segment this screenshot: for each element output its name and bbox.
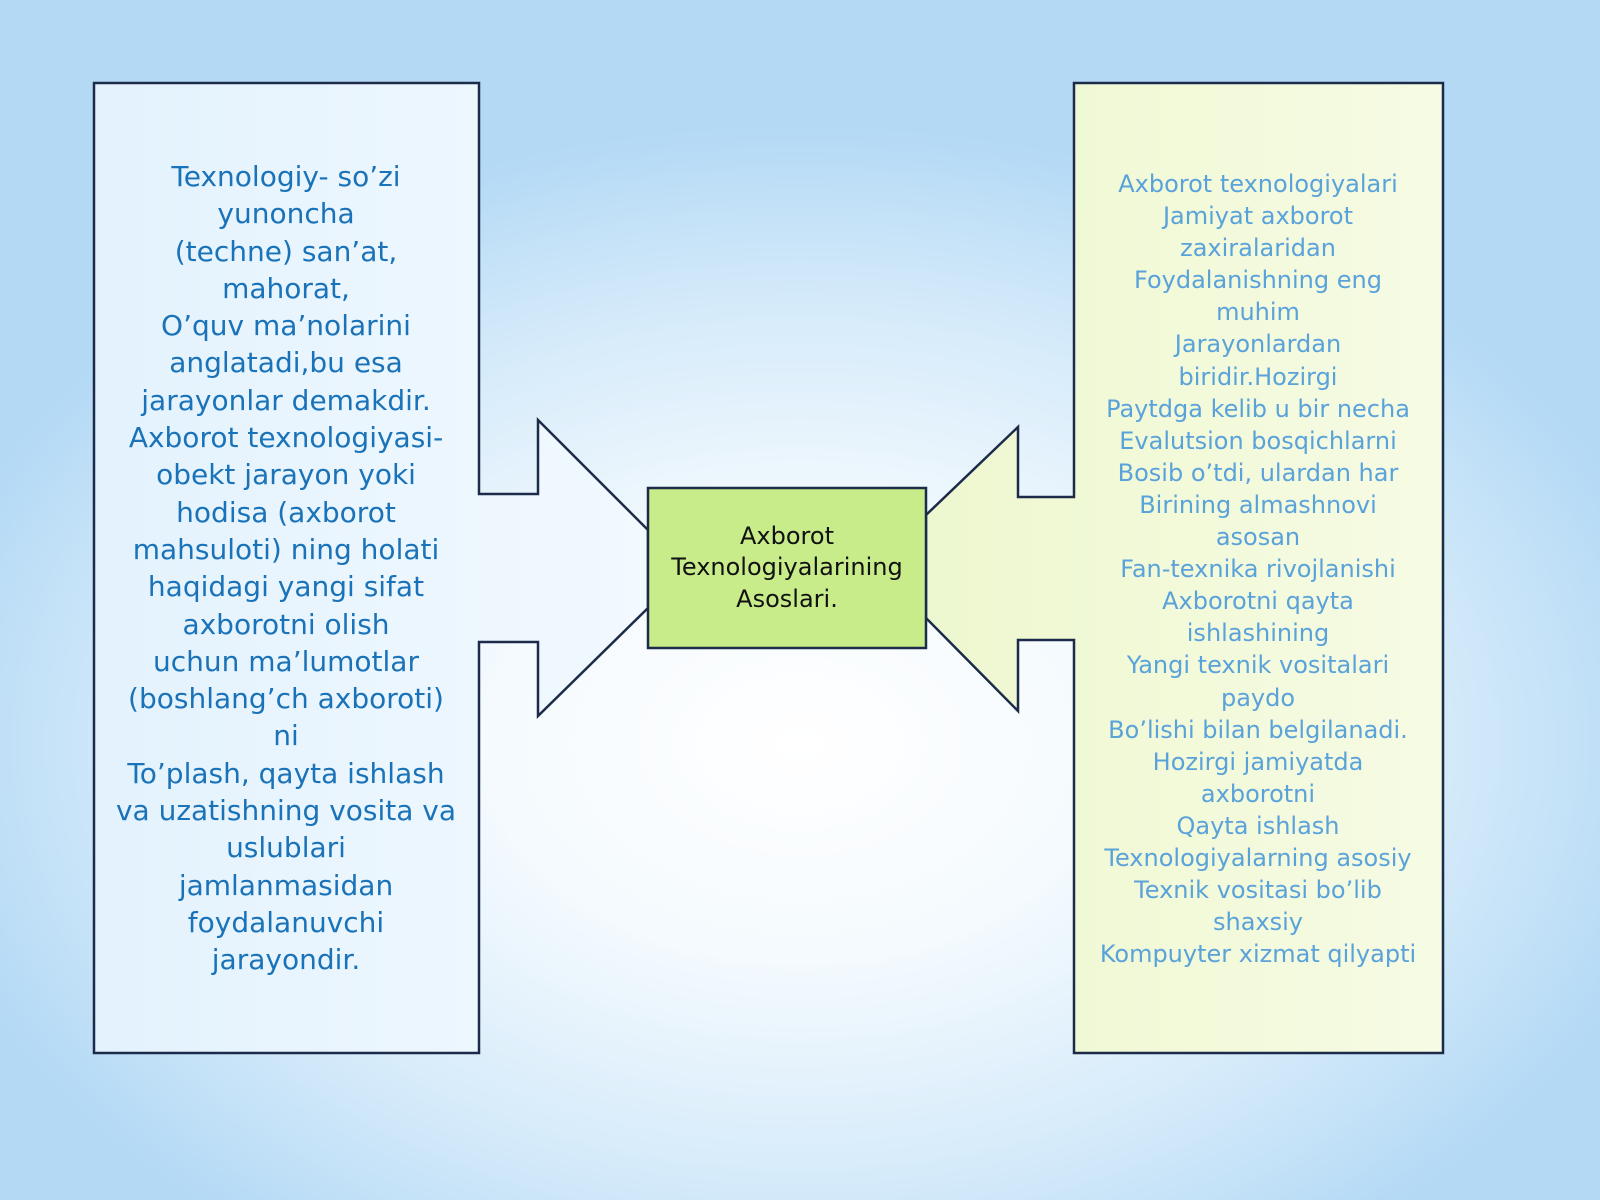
left-box-line: mahsuloti) ning holati — [132, 532, 440, 566]
right-box-line: Kompuyter xizmat qilyapti — [1099, 940, 1417, 969]
right-box-line: Paytdga kelib u bir necha — [1106, 394, 1410, 423]
right-box-line: Fan-texnika rivojlanishi — [1120, 555, 1396, 584]
left-box-line: jamlanmasidan — [178, 868, 394, 902]
center-title-line: Texnologiyalarining — [671, 553, 903, 582]
left-box-line: (techne) san’at, — [174, 234, 398, 268]
left-box-line: hodisa (axborot — [176, 495, 396, 529]
right-box-line: asosan — [1215, 523, 1301, 552]
right-box-line: Texnik vositasi bo’lib — [1134, 876, 1382, 905]
left-box-line: Axborot texnologiyasi- — [128, 421, 444, 455]
left-box-line: foydalanuvchi — [187, 905, 385, 939]
right-box-line: axborotni — [1200, 779, 1316, 808]
left-box-line: anglatadi,bu esa — [169, 346, 403, 380]
right-box-line: zaxiralaridan — [1180, 234, 1336, 263]
center-title-line: Asoslari. — [736, 584, 838, 613]
right-box-line: paydo — [1220, 683, 1296, 712]
right-box-line: Evalutsion bosqichlarni — [1119, 426, 1397, 455]
left-box-line: obekt jarayon yoki — [156, 458, 416, 492]
right-box-line: Bosib o’tdi, ulardan har — [1117, 458, 1399, 487]
right-box-line: Foydalanishning eng — [1134, 266, 1382, 295]
right-box-line: Qayta ishlash — [1176, 811, 1340, 840]
center-title-line: Axborot — [740, 521, 834, 550]
left-box-line: yunoncha — [217, 197, 355, 231]
center-box-title — [650, 490, 924, 646]
right-box-line: Birining almashnovi — [1139, 490, 1377, 519]
right-box-text — [1078, 168, 1438, 988]
left-box-line: axborotni olish — [182, 607, 390, 641]
left-box-line: jarayondir. — [211, 943, 361, 977]
right-box-line: Hozirgi jamiyatda — [1152, 747, 1364, 776]
right-box-line: ishlashining — [1186, 619, 1330, 648]
left-box-line: mahorat, — [222, 271, 350, 305]
right-box-line: shaxsiy — [1213, 908, 1303, 937]
left-box-line: va uzatishning vosita va — [115, 794, 457, 828]
right-box-line: muhim — [1216, 298, 1300, 327]
left-box-line: haqidagi yangi sifat — [147, 570, 425, 604]
left-box-line: To’plash, qayta ishlash — [127, 756, 445, 790]
right-box-line: Jarayonlardan — [1174, 330, 1342, 359]
left-box-line: uslublari — [226, 831, 346, 865]
left-box-line: Texnologiy- so’zi — [171, 160, 401, 193]
left-box-line: uchun ma’lumotlar — [153, 644, 419, 678]
right-box-line: biridir.Hozirgi — [1178, 362, 1338, 391]
left-box-text — [100, 158, 472, 990]
right-box-line: Bo’lishi bilan belgilanadi. — [1108, 715, 1408, 744]
right-box-line: Axborotni qayta — [1162, 587, 1354, 616]
right-box-line: Yangi texnik vositalari — [1126, 651, 1390, 680]
left-box-line: (boshlang’ch axboroti) — [128, 682, 444, 716]
right-box-line: Texnologiyalarning asosiy — [1104, 843, 1412, 872]
right-box-line: Axborot texnologiyalari — [1118, 170, 1398, 198]
right-box-line: Jamiyat axborot — [1162, 202, 1354, 231]
left-box-line: O’quv ma’nolarini — [161, 309, 411, 343]
left-box-line: ni — [273, 719, 299, 753]
left-box-line: jarayonlar demakdir. — [141, 383, 431, 417]
